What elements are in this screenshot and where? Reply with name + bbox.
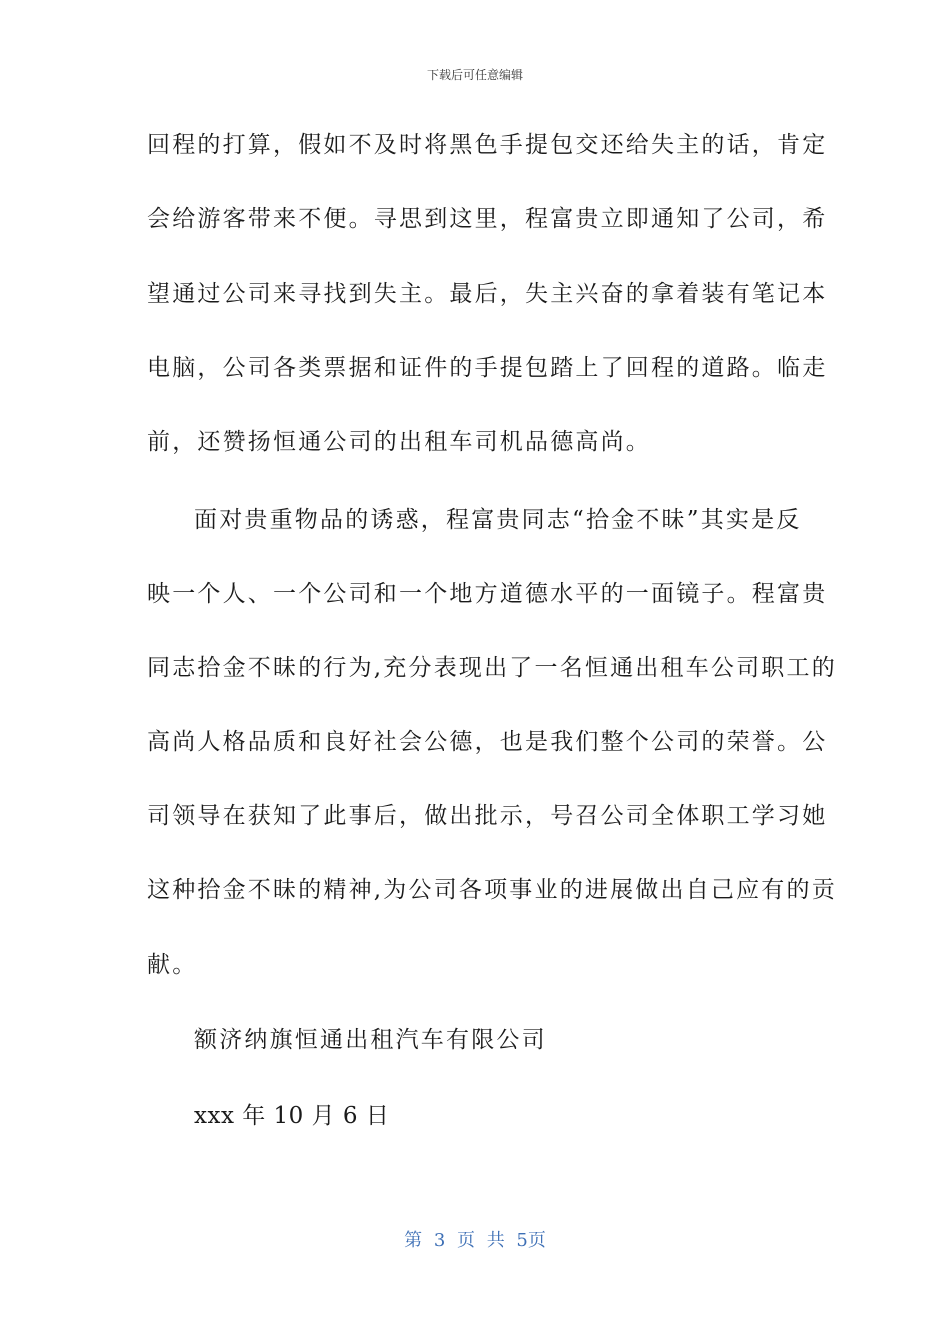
paragraph-line: 献。 (147, 952, 198, 978)
paragraph-line: 回程的打算，假如不及时将黑色手提包交还给失主的话，肯定 (147, 132, 828, 158)
paragraph-line: 司领导在获知了此事后，做出批示，号召公司全体职工学习她 (147, 803, 828, 829)
paragraph-line: 面对贵重物品的诱惑，程富贵同志“拾金不昧”其实是反 (194, 507, 802, 533)
paragraph-line: 这种拾金不昧的精神,为公司各项事业的进展做出自己应有的贡 (147, 877, 837, 903)
paragraph-line: 同志拾金不昧的行为,充分表现出了一名恒通出租车公司职工的 (147, 655, 837, 681)
paragraph-line: 会给游客带来不便。寻思到这里，程富贵立即通知了公司，希 (147, 206, 828, 232)
paragraph-line: 映一个人、一个公司和一个地方道德水平的一面镜子。程富贵 (147, 581, 828, 607)
paragraph-line: 望通过公司来寻找到失主。最后，失主兴奋的拿着装有笔记本 (147, 281, 828, 307)
header-note: 下载后可任意编辑 (426, 68, 523, 82)
paragraph-line: 高尚人格品质和良好社会公德，也是我们整个公司的荣誉。公 (147, 729, 828, 755)
paragraph-line: 前，还赞扬恒通公司的出租车司机品德高尚。 (147, 429, 651, 455)
page-footer: 第 3 页 共 5页 (404, 1230, 546, 1251)
signature-date: xxx 年 10 月 6 日 (194, 1103, 390, 1129)
paragraph-line: 电脑，公司各类票据和证件的手提包踏上了回程的道路。临走 (147, 355, 828, 381)
company-signature: 额济纳旗恒通出租汽车有限公司 (194, 1027, 547, 1053)
